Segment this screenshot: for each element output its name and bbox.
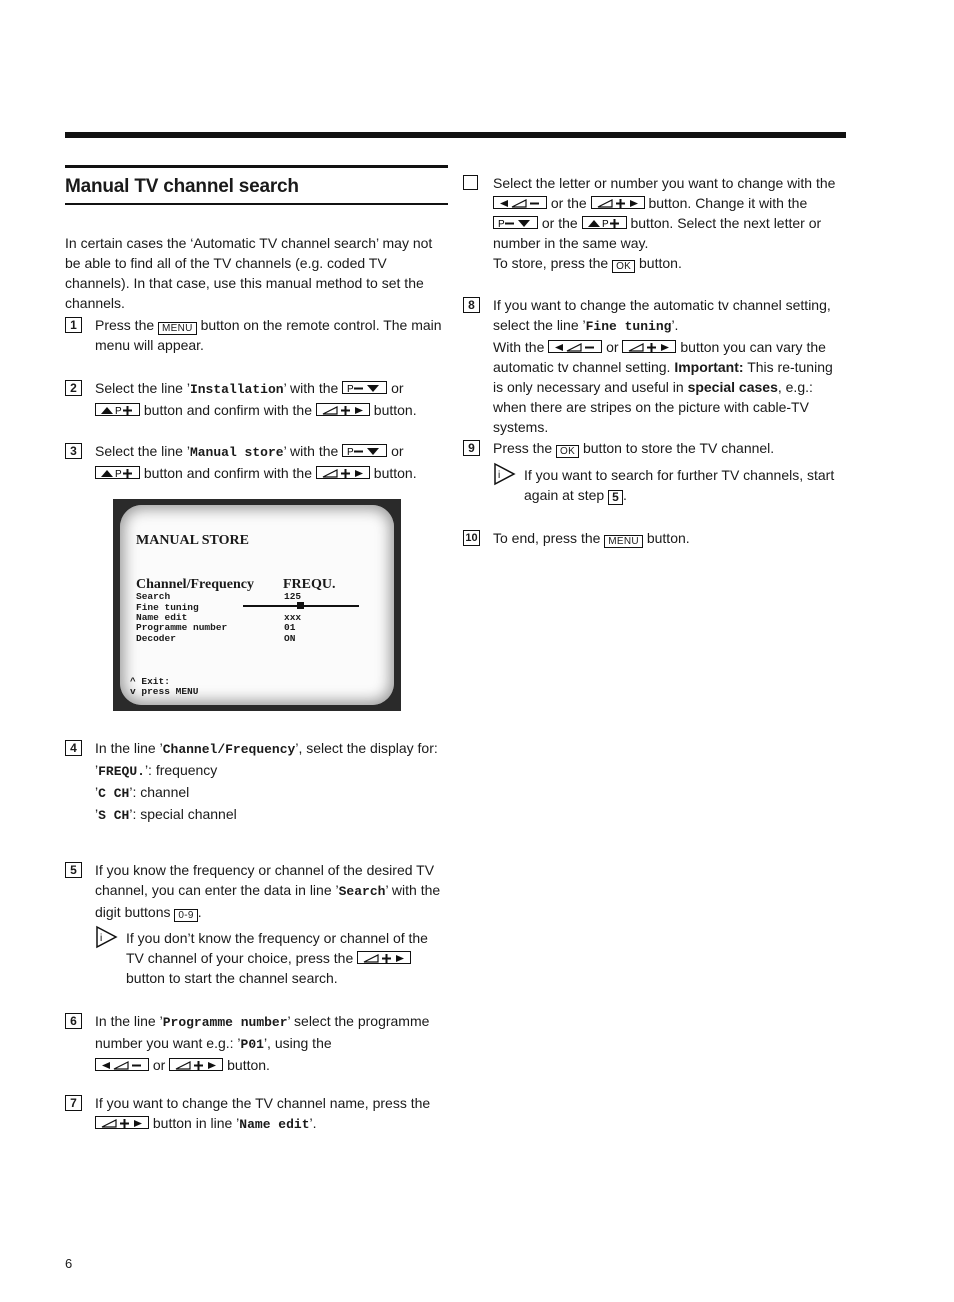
p-minus-key-icon	[493, 216, 538, 229]
menu-key-icon: MENU	[604, 535, 643, 548]
page-title: Manual TV channel search	[65, 176, 299, 197]
tv-channel-label: Channel/Frequency	[136, 577, 254, 592]
tv-row-value: 125	[284, 591, 302, 602]
info-icon	[95, 925, 119, 949]
svg-text:P: P	[347, 447, 354, 458]
step-1-text: Press the MENU button on the remote control. The main menu will appear.	[95, 317, 442, 353]
step-number: 1	[65, 317, 82, 333]
tv-exit-hint: v press MENU	[130, 686, 199, 697]
ok-key-icon: OK	[612, 260, 635, 273]
step-number: 9	[463, 440, 480, 456]
step-9-text: Press the OK button to store the TV channel.	[493, 440, 775, 457]
step-number: 5	[65, 862, 82, 878]
volume-plus-key-icon	[316, 466, 370, 479]
step-number: 8	[463, 297, 480, 313]
tv-row-label: Programme number	[136, 622, 228, 633]
tv-exit-label: ^ Exit:	[130, 676, 170, 687]
svg-text:P: P	[115, 406, 122, 417]
volume-plus-key-icon	[622, 340, 676, 353]
svg-text:i: i	[100, 933, 103, 944]
svg-text:P: P	[115, 469, 122, 480]
volume-plus-key-icon	[316, 403, 370, 416]
svg-text:P: P	[347, 384, 354, 395]
volume-minus-key-icon	[493, 196, 547, 209]
volume-plus-key-icon	[169, 1058, 223, 1071]
intro-text: In certain cases the ‘Automatic TV channel search’ may not be able to find all of the TV channels (e.g. coded TV channels). In that case, use this manual method to set the channels.	[65, 235, 433, 311]
top-rule	[65, 132, 846, 138]
tv-row-value: xxx	[284, 612, 302, 623]
volume-minus-key-icon	[548, 340, 602, 353]
digit-keys-icon: 0-9	[174, 909, 197, 922]
p-plus-key-icon	[95, 403, 140, 416]
section-header	[65, 165, 448, 205]
step-4-text: In the line ’Channel/Frequency’, select the display for: ’FREQU.’: frequency ’C CH’: channel ’S CH’: special channel	[95, 740, 438, 823]
p-plus-key-icon	[95, 466, 140, 479]
p-plus-key-icon	[582, 216, 627, 229]
menu-key-icon: MENU	[158, 322, 197, 335]
p-minus-key-icon	[342, 444, 387, 457]
tv-screen-illustration	[113, 499, 401, 711]
step-9-info: If you want to search for further TV channels, start again at step 5 .	[524, 467, 835, 504]
step-2-text: Select the line ’Installation’ with the P or P button and confirm with the button.	[95, 380, 417, 418]
volume-plus-key-icon	[357, 951, 411, 964]
tv-row-label: Name edit	[136, 612, 188, 623]
page-number: 6	[65, 1256, 73, 1271]
step-5-text: If you know the frequency or channel of the desired TV channel, you can enter the data in line ’Search’ with the digit buttons 0-9 .	[95, 862, 441, 921]
right-step-text: Select the letter or number you want to change with the or the button. Change it with the P or the P button. Select the next letter or number in the same way. To store, press the OK button.	[493, 175, 836, 272]
p-minus-key-icon	[342, 381, 387, 394]
step-6-text: In the line ’Programme number’ select the programme number you want e.g.: ’P01’, using the or button.	[95, 1013, 430, 1073]
svg-text:P: P	[601, 219, 609, 230]
step-5-info: If you don’t know the frequency or channel of the TV channel of your choice, press the button to start the channel search.	[126, 930, 428, 986]
ok-key-icon: OK	[556, 445, 579, 458]
tv-row-label: Fine tuning	[136, 602, 199, 613]
step-10-text: To end, press the MENU button.	[493, 530, 690, 547]
step-3-text: Select the line ’Manual store’ with the P or P button and confirm with the button.	[95, 443, 417, 481]
svg-text:i: i	[498, 470, 501, 481]
tv-menu-title: MANUAL STORE	[136, 533, 249, 548]
info-icon	[493, 462, 517, 486]
step-number: 3	[65, 443, 82, 459]
tv-menu-screen	[120, 505, 394, 705]
step-number: 4	[65, 740, 82, 756]
step-number: 7	[65, 1095, 82, 1111]
checkbox-bullet-icon	[463, 175, 478, 190]
tv-row-label: Decoder	[136, 633, 176, 644]
volume-plus-key-icon	[95, 1116, 149, 1129]
tv-row-value: ON	[284, 633, 296, 644]
step-ref-box: 5	[608, 490, 623, 505]
tv-row-value: 01	[284, 622, 296, 633]
tv-row-label: Search	[136, 591, 171, 602]
svg-text:P: P	[498, 219, 505, 230]
step-number: 2	[65, 380, 82, 396]
step-number: 10	[463, 530, 480, 546]
volume-plus-key-icon	[591, 196, 645, 209]
step-number: 6	[65, 1013, 82, 1029]
step-7-text: If you want to change the TV channel name, press the button in line ’Name edit’.	[95, 1095, 431, 1132]
tv-channel-value: FREQU.	[283, 577, 336, 592]
step-8-text: If you want to change the automatic tv channel setting, select the line ’Fine tuning’. With the or button you can vary the automatic tv channel setting. Important: This re-tuning is only necessary and useful in special cases, e.g.: when there are stripes on the picture with cable-TV systems.	[493, 297, 833, 435]
fine-tuning-slider-handle	[297, 602, 304, 609]
volume-minus-key-icon	[95, 1058, 149, 1071]
